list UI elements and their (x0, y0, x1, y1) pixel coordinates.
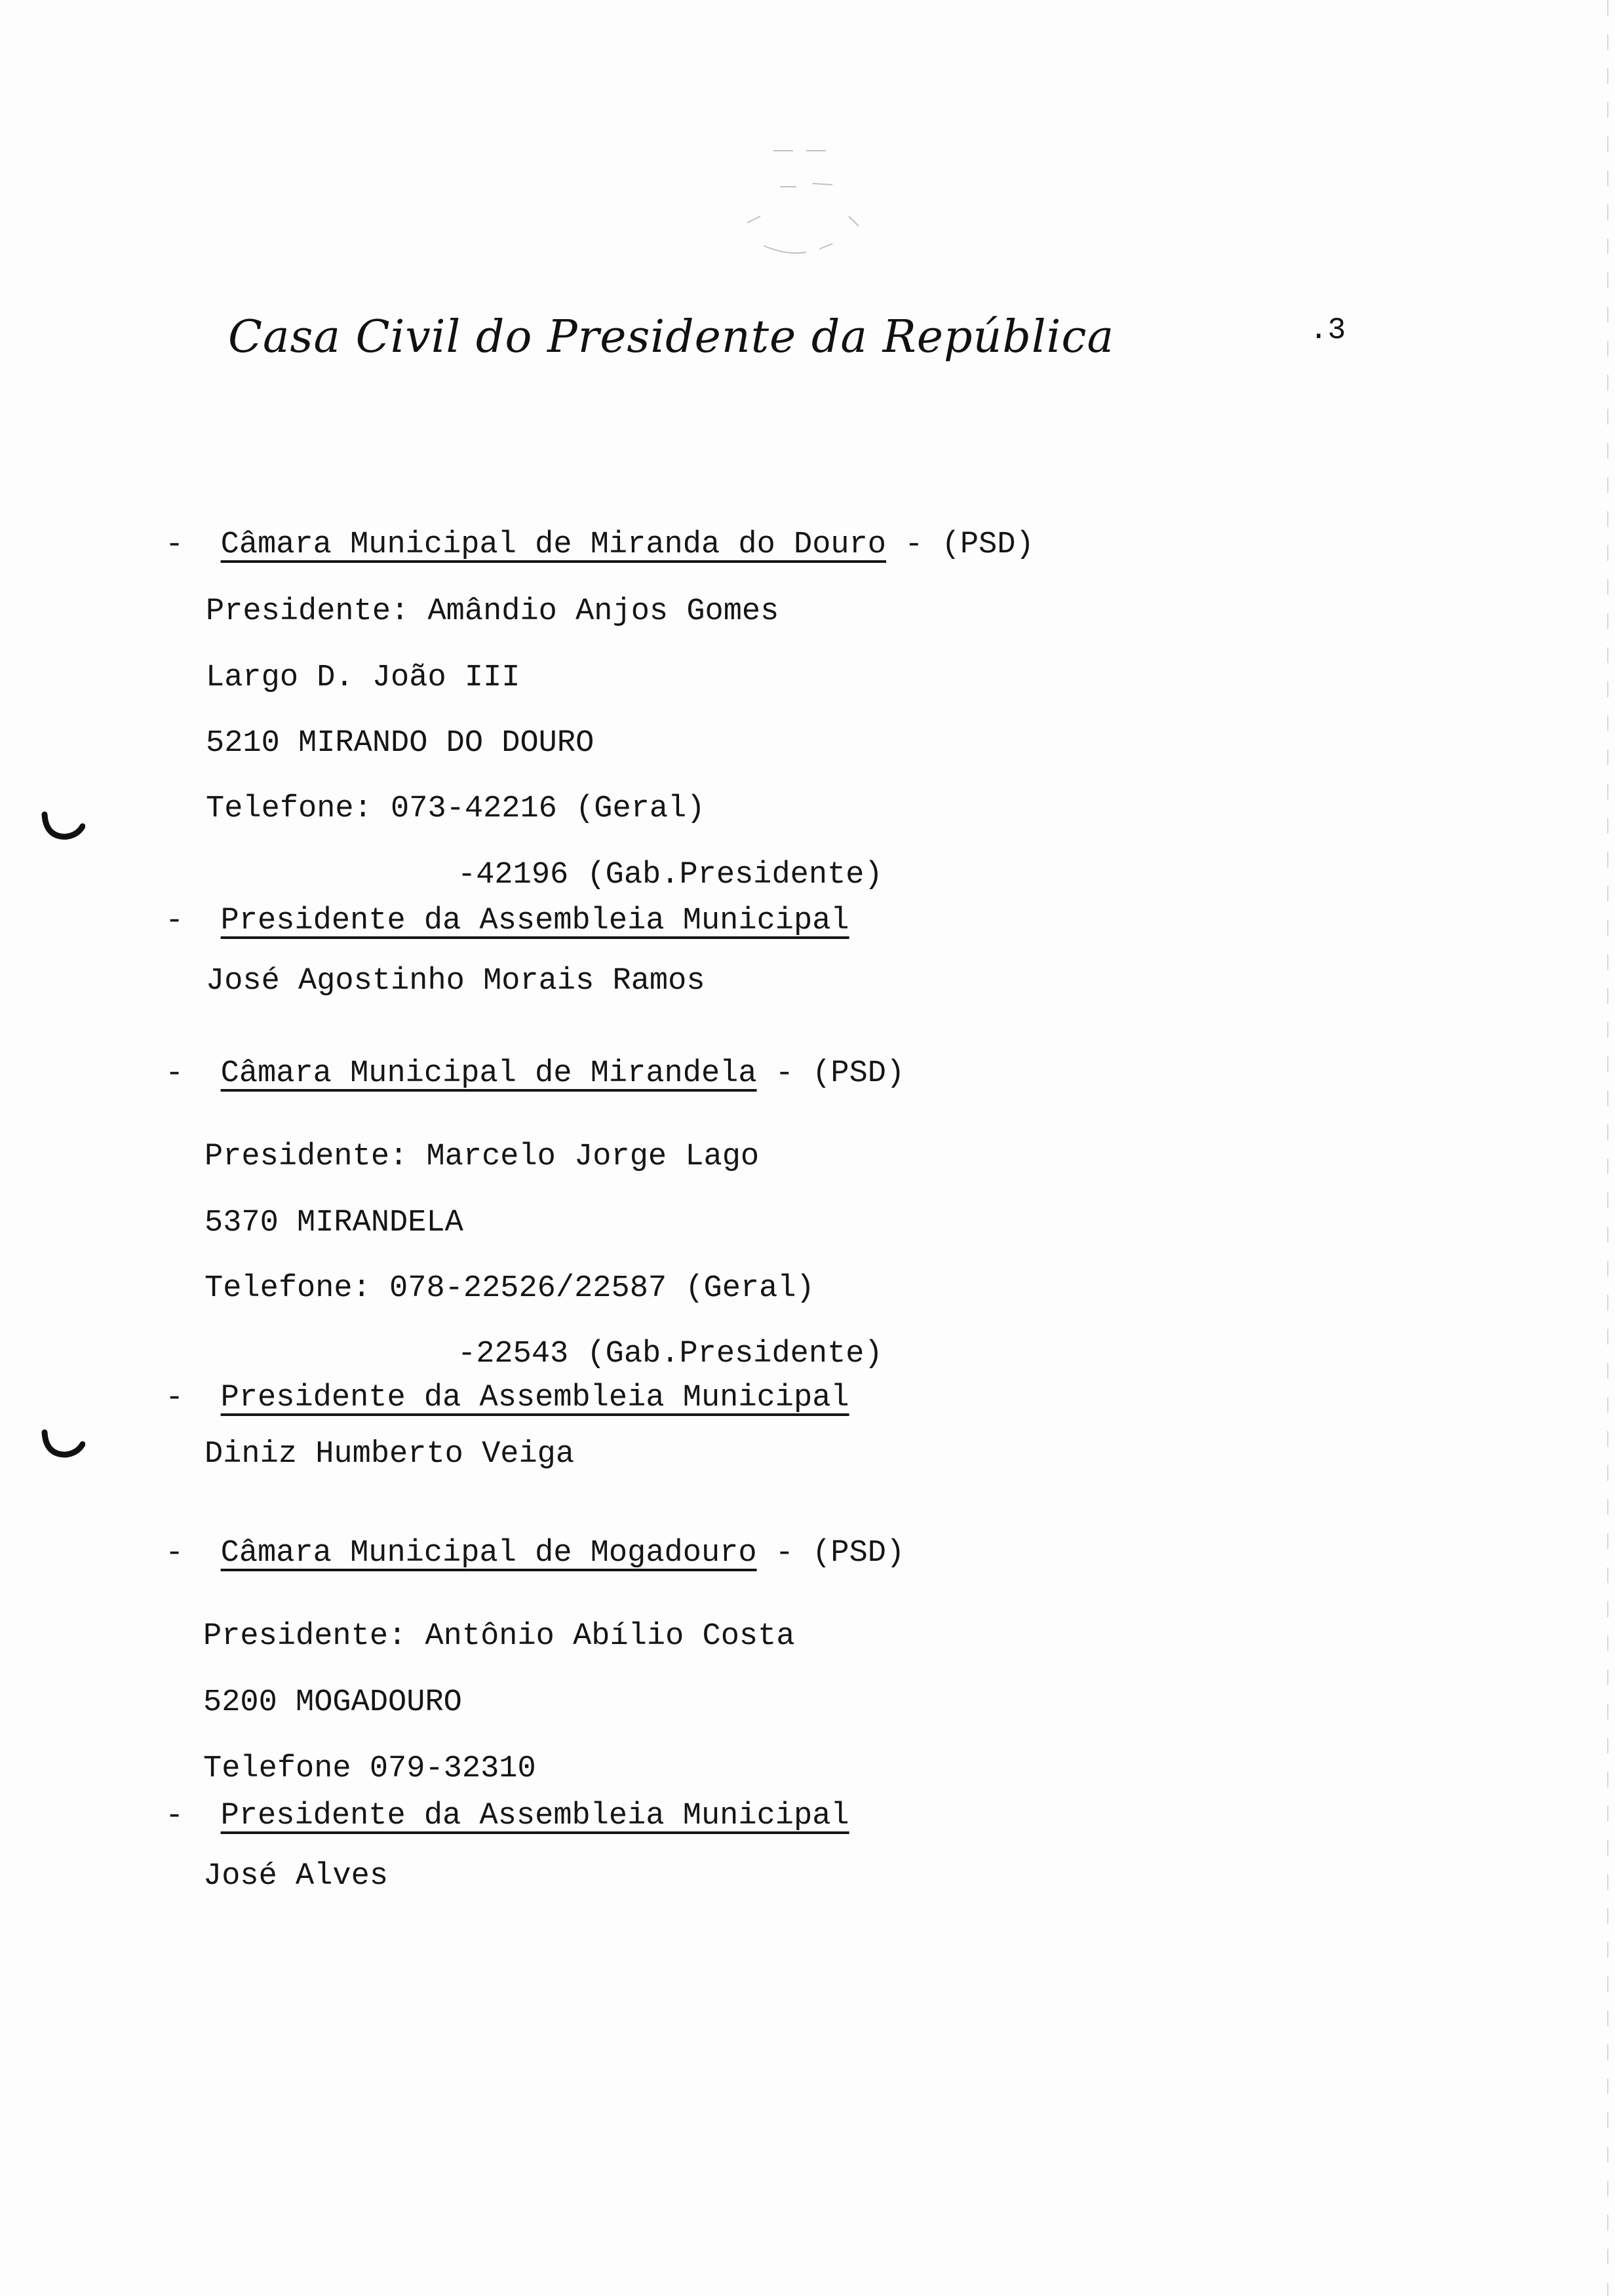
phone-extension-line: -42196 (Gab.Presidente) (457, 858, 883, 892)
punch-hole-mark (39, 803, 85, 849)
list-dash: - (165, 1536, 184, 1571)
phone-line: Telefone: 078-22526/22587 (Geral) (204, 1271, 815, 1306)
entry-heading (165, 1538, 905, 1569)
phone-line: Telefone 079-32310 (203, 1751, 536, 1786)
phone-extension-line: -22543 (Gab.Presidente) (457, 1337, 883, 1371)
municipality-title: Câmara Municipal de Mogadouro (220, 1536, 757, 1571)
president-line: Presidente: Marcelo Jorge Lago (204, 1139, 760, 1174)
phone-line: Telefone: 073-42216 (Geral) (206, 792, 705, 826)
list-dash: - (165, 1056, 184, 1091)
assembly-heading (165, 906, 849, 936)
assembly-heading (165, 1801, 849, 1831)
postal-line: 5370 MIRANDELA (204, 1206, 463, 1240)
assembly-title: Presidente da Assembleia Municipal (220, 1381, 849, 1415)
postal-line: 5210 MIRANDO DO DOURO (206, 726, 594, 761)
party-label: - (PSD) (756, 1056, 905, 1091)
municipality-title: Câmara Municipal de Miranda do Douro (220, 527, 887, 562)
party-label: - (PSD) (886, 527, 1034, 562)
list-dash: - (165, 527, 184, 562)
entry-heading (165, 529, 1034, 560)
address-line: Largo D. João III (206, 660, 520, 695)
municipality-title: Câmara Municipal de Mirandela (220, 1056, 757, 1091)
page-edge-mark (1607, 0, 1608, 2296)
assembly-president-name: José Agostinho Morais Ramos (206, 964, 705, 999)
president-line: Presidente: Amândio Anjos Gomes (206, 594, 779, 629)
faint-seal-mark (734, 131, 878, 275)
letterhead: Casa Civil do Presidente da República (227, 311, 1114, 363)
assembly-title: Presidente da Assembleia Municipal (220, 1799, 849, 1833)
list-dash: - (165, 1799, 184, 1833)
assembly-president-name: José Alves (203, 1859, 389, 1894)
assembly-heading (165, 1383, 849, 1413)
president-line: Presidente: Antônio Abílio Costa (203, 1619, 795, 1654)
punch-hole-mark (39, 1421, 85, 1466)
assembly-title: Presidente da Assembleia Municipal (220, 904, 849, 938)
list-dash: - (165, 904, 184, 938)
assembly-president-name: Diniz Humberto Veiga (204, 1437, 575, 1472)
postal-line: 5200 MOGADOURO (203, 1685, 462, 1720)
party-label: - (PSD) (756, 1536, 905, 1571)
page-number: .3 (1310, 313, 1346, 347)
entry-heading (165, 1058, 905, 1089)
list-dash: - (165, 1381, 184, 1415)
